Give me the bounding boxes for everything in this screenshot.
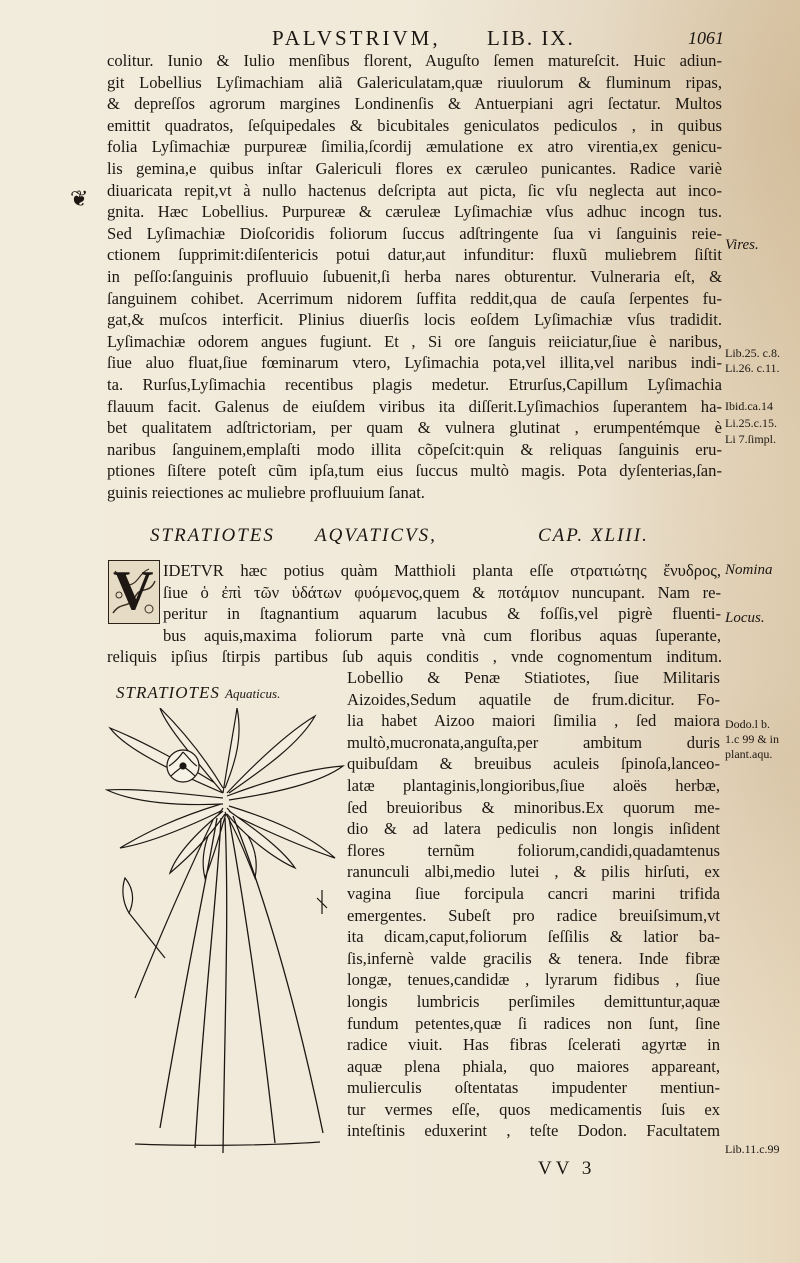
text-line: quibuſdam & breuibus aculeis ſpinoſa,lanceo- <box>347 754 720 774</box>
margin-note-ref: 1.c 99 & in <box>725 732 779 746</box>
text-line: in peſſo:ſanguinis profluuio ſubuenit,ſi herba nares obturentur. Vulneraria eſt, & <box>107 266 722 286</box>
text-line: Sed Lyſimachiæ Dioſcoridis foliorum ſuccus adſtringente ſua vi ſanguinis reie- <box>107 223 722 243</box>
margin-note-ref: Ibid.ca.14 <box>725 399 773 413</box>
text-line: vagina ſiue forcipula cancri marini trifida <box>347 883 720 903</box>
text-line: longis lumbricis perſimiles demittuntur,aquæ <box>347 991 720 1011</box>
description-column <box>347 667 720 1142</box>
text-line: ſanguinem cohibet. Acerrimum nidorem ſuffita reddit,qua de cauſa ſerpentes fu- <box>107 288 722 308</box>
page-number: 1061 <box>688 28 724 48</box>
text-line: ctionem ſupprimit:diſentericis potui datur,aut infunditur: fluxũ muliebrem ſiſtit <box>107 245 722 265</box>
text-line: ſiue aluo fluat,ſiue fœminarum vtero, Lyſimachia pota,vel illita,vel naribus indi- <box>107 353 722 373</box>
text-line: ſiue ὁ ἐπὶ τῶν ὑδάτων φυόμενος,quem & ποτάμιον nuncupant. Nam re- <box>163 582 721 602</box>
figure-caption-qualifier: Aquaticus. <box>225 686 281 701</box>
paragraph-mark-icon: ❦ <box>70 186 89 211</box>
text-line: gnita. Hæc Lobellius. Purpureæ & cæruleæ Lyſimachiæ vſus adhuc incogn tus. <box>107 202 722 222</box>
text-line: ita dicam,caput,foliorum ſeſſilis & latior ba- <box>347 927 720 947</box>
text-line: fundum petentes,quæ ſi radices non ſunt, ſine <box>347 1013 720 1033</box>
text-line: flores ternũm foliorum,candidi,quadamtenus <box>347 840 720 860</box>
text-line: ptiones ſiſtere poteſt cũm ipſa,tum eius ſuccus multò magis. Pota dyſenterias,ſan- <box>107 461 722 481</box>
text-line: tur vermes eſſe, quos medicamentis ſuis ex <box>347 1099 720 1119</box>
chapter-number: CAP. XLIII. <box>538 525 649 546</box>
text-line: diuaricata repit,vt à nullo hactenus deſcripta aut picta, ſic vſu neglecta aut inco- <box>107 180 722 200</box>
chapter-title: STRATIOTES <box>150 525 275 546</box>
text-line: emittit quadratos, ſeſquipedales & bicubitales geniculatos pediculos , in quibus <box>107 115 722 135</box>
text-line: dio & ad latera pediculis non longis inſident <box>347 819 720 839</box>
text-line: IDETVR hæc potius quàm Matthioli planta eſſe στρατιώτης ἔνυδρος, <box>163 561 721 580</box>
text-line: multò,mucronata,anguſta,per ambitum duris <box>347 732 720 752</box>
text-line: Lobellio & Penæ Stiatiotes, ſiue Militaris <box>347 668 720 687</box>
text-line: Lyſimachiæ odorem angues fugiunt. Et , Si ore ſanguis reiiciatur,ſiue è naribus, <box>107 331 722 351</box>
margin-note-vires: Vires. <box>725 237 759 253</box>
margin-note-nomina: Nomina <box>725 562 773 578</box>
text-line: latæ plantaginis,longioribus,ſiue aloës herbæ, <box>347 775 720 795</box>
text-line: bet qualitatem adſtrictoriam, per quam & vulnera glutinat , erumpentémque è <box>107 418 722 438</box>
text-line: folia Lyſimachiæ purpureæ ſimilia,ſcordij æmulatione ex atro virentia,ex genicu- <box>107 137 722 157</box>
text-line: reliquis ipſius ſtirpis partibus ſub aquis conditis , vnde cognomentum inditum. <box>107 647 722 666</box>
text-line: ranunculi albi,medio lutei , & pilis hirſuti, ex <box>347 862 720 882</box>
text-line: colitur. Iunio & Iulio menſibus florent, Auguſto ſemen matureſcit. Huic adiun- <box>107 51 722 70</box>
text-line: aquæ plena phiala, quo maiores appareant, <box>347 1056 720 1076</box>
text-line: ſis,infernè valde gracilis & tenera. Inde fibræ <box>347 948 720 968</box>
chapter-heading <box>150 525 710 551</box>
main-paragraph <box>107 50 722 503</box>
running-title: PALVSTRIVM, <box>272 26 441 50</box>
text-line: radice viuit. Has fibras ſcelerati agyrtæ in <box>347 1035 720 1055</box>
signature-mark: VV 3 <box>538 1158 596 1179</box>
text-line: gat,& muſcos interficit. Plinius diuerſis locis eoſdem Lyſimachiæ vſus tradidit. <box>107 310 722 330</box>
text-line: ſed breuioribus & minoribus.Ex quorum me- <box>347 797 720 817</box>
margin-note-locus: Locus. <box>725 610 765 626</box>
text-line: peritur in ſtagnantium aquarum lacubus & foſſis,vel pigrè fluenti- <box>163 604 721 624</box>
margin-note-ref: plant.aqu. <box>725 747 773 761</box>
text-line: guinis reiectiones ac muliebre profluuium ſanat. <box>107 482 425 502</box>
margin-note-ref: Lib.11.c.99 <box>725 1142 780 1156</box>
figure-caption-name: STRATIOTES <box>116 683 220 702</box>
text-line: emergentes. Subeſt pro radice breuiſsimum,vt <box>347 905 720 925</box>
margin-note-ref: Li 7.ſimpl. <box>725 432 776 446</box>
margin-note-ref: Lib.25. c.8. <box>725 346 780 360</box>
initial-letter: V <box>113 560 154 622</box>
chapter-intro <box>163 560 721 646</box>
text-line: ta. Rurſus,Lyſimachia recentibus plagis medetur. Etrurſus,Capillum Lyſimachia <box>107 374 722 394</box>
text-line: bus aquis,maxima foliorum parte vnà cum floribus aquas ſuperante, <box>163 625 721 645</box>
stratiotes-plant-illustration <box>105 708 345 1158</box>
margin-note-ref: Li.26. c.11. <box>725 361 780 375</box>
figure-caption <box>116 683 346 703</box>
book-number: LIB. IX. <box>487 26 575 50</box>
margin-note-ref: Li.25.c.15. <box>725 416 777 430</box>
text-line: lis gemina,e quibus inſtar Galericuli flores ex cæruleo punicantes. Radice variè <box>107 158 722 178</box>
text-line: & depreſſos agrorum margines Londinenſis & Antuerpiani agri ſectatur. Multos <box>107 94 722 114</box>
text-line: Aizoides,Sedum aquatile de frum.dicitur. Fo- <box>347 689 720 709</box>
text-line: lia habet Aizoo maiori ſimilia , ſed maiora <box>347 711 720 731</box>
text-line: flauum facit. Galenus de eiuſdem viribus ita diſſerit.Lyſimachios ſuperantem ha- <box>107 396 722 416</box>
chapter-intro-continuation <box>107 646 722 668</box>
text-line: mulierculis oſtentatas impudenter mentiun- <box>347 1078 720 1098</box>
text-line: longæ, tenues,candidæ , lyrarum fidibus , ſiue <box>347 970 720 990</box>
text-line: naribus ſanguinem,emplaſti modo illita cõpeſcit:quin & reliquas ſanguinis eru- <box>107 439 722 459</box>
text-line: git Lobellius Lyſimachiam aliã Galericulatam,quæ riuulorum & fluminum ripas, <box>107 72 722 92</box>
margin-note-ref: Dodo.l b. <box>725 717 770 731</box>
chapter-title-qualifier: AQVATICVS, <box>315 525 437 546</box>
text-line: inteſtinis eduxerint , teſte Dodon. Facultatem <box>347 1121 720 1141</box>
decorated-initial <box>108 560 160 624</box>
